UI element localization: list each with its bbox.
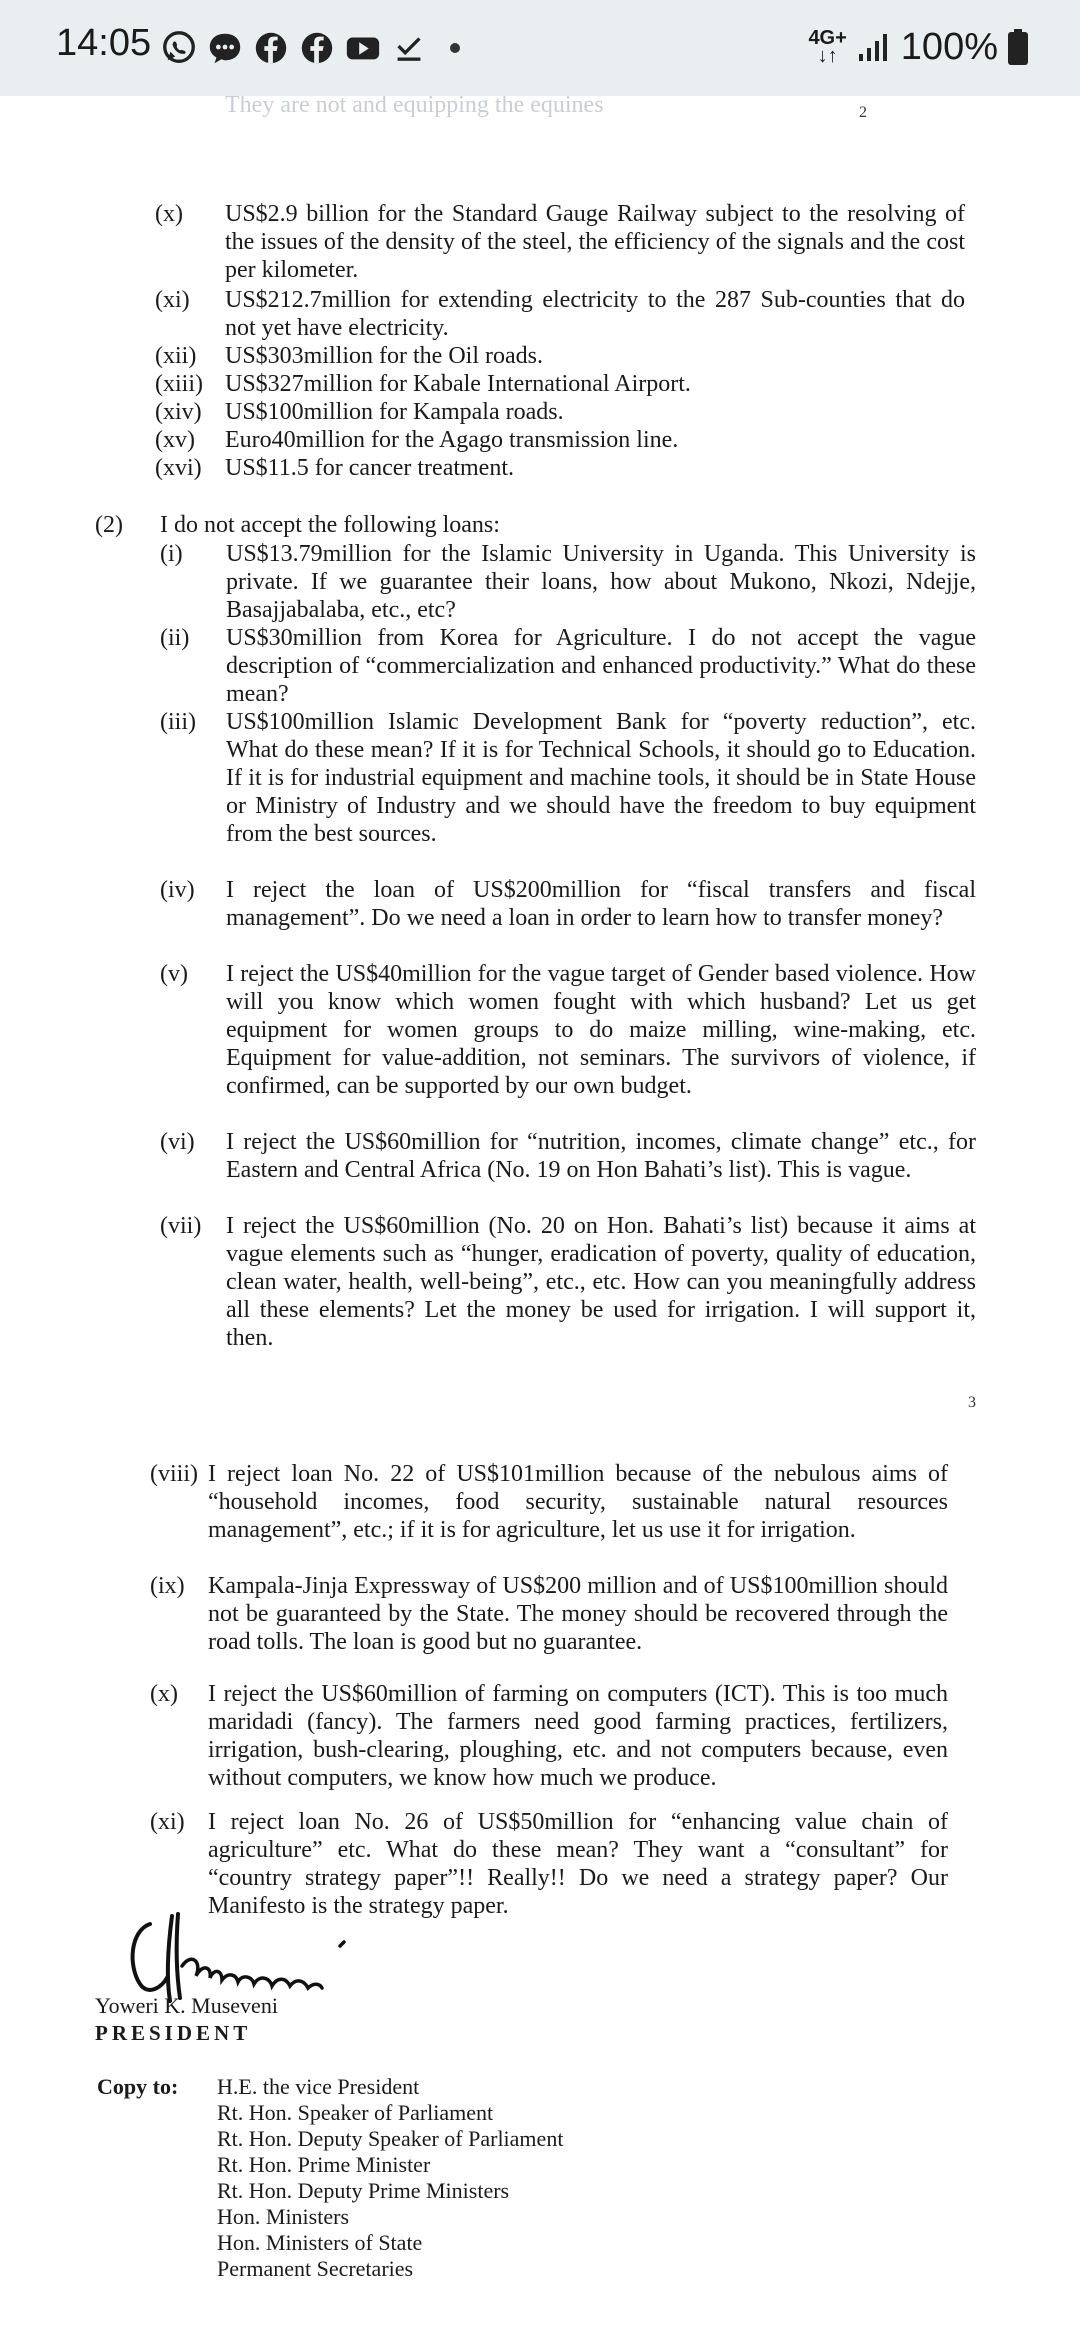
item-number: (x)	[155, 201, 183, 227]
list-item: Hon. Ministers of State	[217, 2230, 423, 2255]
item-number: (vi)	[160, 1129, 195, 1155]
item-number: (v)	[160, 961, 188, 987]
item-number: (xii)	[155, 343, 197, 369]
item-text: US$100million Islamic Development Bank for “poverty reduction”, etc. What do these mean? If it is for Technical Schools, it should go to Education. If it is for industrial equipment and machine tools, it should be in State House or Ministry of Industry and we should have the freedom to buy equipment from the best sources.	[226, 709, 976, 847]
status-time: 14:05	[56, 22, 152, 64]
item-number: (xvi)	[155, 455, 202, 481]
item-number: (ix)	[150, 1573, 185, 1599]
list-item: Rt. Hon. Deputy Prime Ministers	[217, 2178, 510, 2203]
copy-to-list	[217, 2074, 563, 2282]
page-number: 2	[859, 104, 867, 121]
item-number: (x)	[150, 1681, 178, 1707]
network-type	[808, 29, 846, 65]
bleed-through-text: They are not and equipping the equines	[225, 96, 604, 118]
item-text: US$13.79million for the Islamic University in Uganda. This University is private. If we guarantee their loans, how about Mukono, Nkozi, Ndejje, Basajjabalaba, etc., etc?	[226, 541, 976, 623]
list-item: Rt. Hon. Speaker of Parliament	[217, 2100, 494, 2125]
list-item: Hon. Ministers	[217, 2204, 349, 2229]
item-text: US$327million for Kabale International Airport.	[225, 371, 691, 397]
item-text: I reject loan No. 26 of US$50million for “enhancing value chain of agriculture” etc. What do these mean? They want a “consultant” for “country strategy paper”!! Really!! Do we need a strategy paper? Our Manifesto is the strategy paper.	[208, 1809, 948, 1919]
list-item: Permanent Secretaries	[217, 2256, 414, 2281]
signer-title: PRESIDENT	[95, 2021, 252, 2045]
item-text: US$212.7million for extending electricity to the 287 Sub-counties that do not yet have electricity.	[225, 287, 965, 341]
item-text: US$303million for the Oil roads.	[225, 343, 543, 369]
item-number: (vii)	[160, 1213, 202, 1239]
more-dot-icon	[450, 43, 460, 53]
signer-name: Yoweri K. Museveni	[95, 1993, 278, 2018]
facebook-icon	[252, 29, 290, 67]
system-status	[808, 22, 1028, 72]
item-text: US$11.5 for cancer treatment.	[225, 455, 514, 481]
item-text: US$100million for Kampala roads.	[225, 399, 564, 425]
signal-icon	[857, 32, 891, 62]
section-title: I do not accept the following loans:	[160, 512, 500, 538]
battery-icon	[1008, 29, 1028, 65]
network-label: 4G+	[808, 27, 847, 49]
item-text: I reject the US$60million for “nutrition, incomes, climate change” etc., for Eastern and Central Africa (No. 19 on Hon Bahati’s list). This is vague.	[226, 1129, 976, 1183]
item-number: (ii)	[160, 625, 190, 651]
item-number: (i)	[160, 541, 183, 567]
item-text: US$30million from Korea for Agriculture. I do not accept the vague description of “commercialization and enhanced productivity.” What do these mean?	[226, 625, 976, 707]
item-number: (xi)	[155, 287, 190, 313]
item-number: (viii)	[150, 1461, 198, 1487]
battery-percent: 100%	[900, 25, 998, 68]
section-number: (2)	[95, 512, 123, 538]
item-text: Euro40million for the Agago transmission line.	[225, 427, 679, 453]
item-text: US$2.9 billion for the Standard Gauge Railway subject to the resolving of the issues of the density of the steel, the efficiency of the signals and the cost per kilometer.	[225, 201, 965, 283]
item-number: (iii)	[160, 709, 196, 735]
whatsapp-icon	[160, 29, 198, 67]
item-text: I reject the loan of US$200million for “fiscal transfers and fiscal management”. Do we need a loan in order to learn how to transfer money?	[226, 877, 976, 931]
download-done-icon	[390, 29, 428, 67]
list-item: Rt. Hon. Prime Minister	[217, 2152, 431, 2177]
messages-icon	[206, 29, 244, 67]
copy-to-label: Copy to:	[97, 2074, 179, 2099]
item-text: I reject the US$60million of farming on computers (ICT). This is too much maridadi (fancy). The farmers need good farming practices, fertilizers, irrigation, bush-clearing, ploughing, etc. and not computers because, even without computers, we know how much we produce.	[208, 1681, 948, 1791]
item-number: (xi)	[150, 1809, 185, 1835]
item-number: (xv)	[155, 427, 195, 453]
notification-icons	[160, 28, 460, 68]
item-text: I reject the US$60million (No. 20 on Hon. Bahati’s list) because it aims at vague elements such as “hunger, eradication of poverty, quality of education, clean water, health, well-being”, etc., etc. How can you meaningfully address all these elements? Let the money be used for irrigation. I will support it, then.	[226, 1213, 976, 1351]
status-bar	[0, 0, 1080, 96]
document-page[interactable]	[0, 96, 1080, 2340]
item-text: I reject the US$40million for the vague target of Gender based violence. How will you know which women fought with which husband? Let us get equipment for women groups to do maize milling, wine-making, etc. Equipment for value-addition, not seminars. The survivors of violence, if confirmed, can be supported by our own budget.	[226, 961, 976, 1099]
item-number: (xiii)	[155, 371, 203, 397]
youtube-icon	[344, 29, 382, 67]
page-number: 3	[968, 1394, 976, 1411]
facebook-icon	[298, 29, 336, 67]
item-number: (xiv)	[155, 399, 202, 425]
item-number: (iv)	[160, 877, 195, 903]
item-text: Kampala-Jinja Expressway of US$200 million and of US$100million should not be guaranteed by the State. The money should be recovered through the road tolls. The loan is good but no guarantee.	[208, 1573, 948, 1655]
list-item: Rt. Hon. Deputy Speaker of Parliament	[217, 2126, 564, 2151]
item-text: I reject loan No. 22 of US$101million because of the nebulous aims of “household incomes, food security, sustainable natural resources management”, etc.; if it is for agriculture, let us use it for irrigation.	[208, 1461, 948, 1543]
data-arrows-icon: ↓↑	[817, 45, 838, 67]
list-item: H.E. the vice President	[217, 2074, 420, 2099]
